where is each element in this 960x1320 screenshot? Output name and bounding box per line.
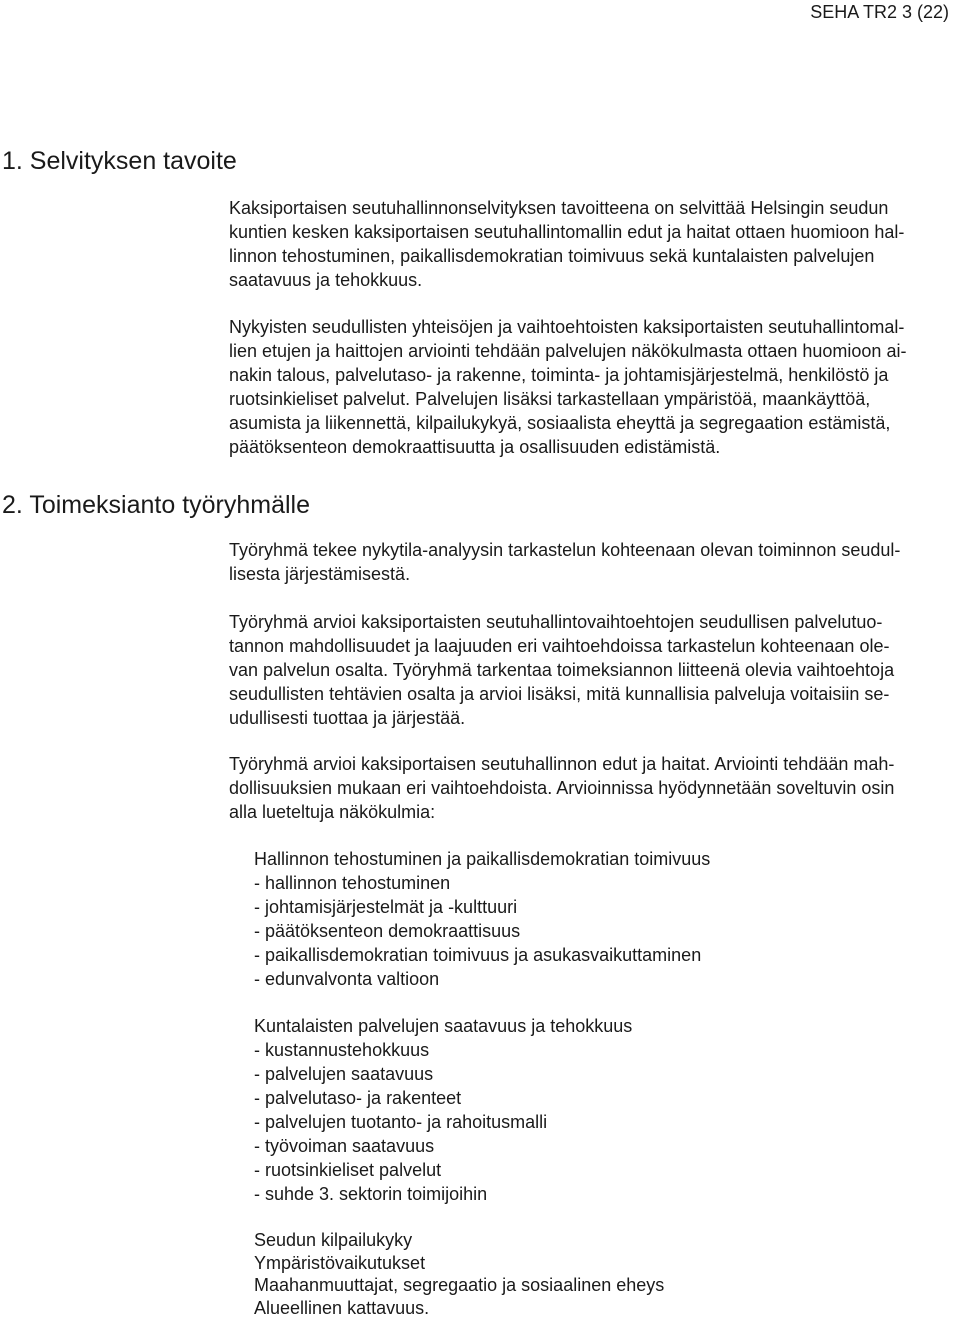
evaluation-paragraph [229,315,954,459]
text-line: Nykyisten seudullisten yhteisöjen ja vaihtoehtoisten kaksiportaisten seutuhallintomal- [229,317,905,337]
list-group-title: Kuntalaisten palvelujen saatavuus ja tehokkuus [254,1016,633,1036]
topic-item: Seudun kilpailukyky [254,1230,413,1250]
topic-item: Ympäristövaikutukset [254,1252,426,1273]
text-line: lisesta järjestämisestä. [229,564,411,584]
page-header: SEHA TR2 3 (22) [810,2,949,22]
text-line: dollisuuksien mukaan eri vaihtoehdoista. Arvioinnissa hyödynnetään soveltuvin osin [229,778,895,798]
text-line: nakin talous, palvelutaso- ja rakenne, toiminta- ja johtamisjärjestelmä, henkilöstö ja [229,365,889,385]
section-heading-objective: 1. Selvityksen tavoite [2,147,237,175]
list-group-services [254,1014,632,1206]
text-line: van palvelun osalta. Työryhmä tarkentaa toimeksiannon liitteenä olevia vaihtoehtoja [229,660,895,680]
list-item: - paikallisdemokratian toimivuus ja asukasvaikuttaminen [254,945,702,965]
list-item: - edunvalvonta valtioon [254,969,440,989]
list-group-title: Hallinnon tehostuminen ja paikallisdemokratian toimivuus [254,849,711,869]
text-line: päätöksenteon demokraattisuutta ja osallisuuden edistämistä. [229,437,721,457]
list-item: - johtamisjärjestelmät ja -kulttuuri [254,897,518,917]
text-line: asumista ja liikennettä, kilpailukykyä, sosiaalista eheyttä ja segregaation estämistä, [229,413,891,433]
text-line: linnon tehostuminen, paikallisdemokratian toimivuus sekä kuntalaisten palvelujen [229,246,875,266]
text-line: Työryhmä arvioi kaksiportaisten seutuhallintovaihtoehtojen seudullisen palvelutuo- [229,612,883,632]
section-heading-assignment: 2. Toimeksianto työryhmälle [2,491,311,519]
text-line: lien etujen ja haittojen arviointi tehdään palvelujen näkökulmasta ottaen huomioon ai- [229,341,907,361]
text-line: ruotsinkieliset palvelut. Palvelujen lisäksi tarkastellaan ympäristöä, maankäyttöä, [229,389,871,409]
list-group-administration [254,847,710,991]
objective-paragraph [229,196,954,292]
assignment-paragraph-2 [229,610,954,730]
text-line: seudullisten tehtävien osalta ja arvioi lisäksi, mitä kunnallisia palveluja voitaisiin se- [229,684,890,704]
text-line: saatavuus ja tehokkuus. [229,270,423,290]
text-line: tannon mahdollisuudet ja laajuuden eri vaihtoehdoissa tarkastelun kohteenaan ole- [229,636,890,656]
list-item: - päätöksenteon demokraattisuus [254,921,521,941]
list-item: - palvelujen saatavuus [254,1064,434,1084]
text-line: alla lueteltuja näkökulmia: [229,802,436,822]
list-item: - suhde 3. sektorin toimijoihin [254,1184,488,1204]
assignment-paragraph-3 [229,752,954,824]
assignment-paragraph-1 [229,538,954,586]
list-item: - palvelujen tuotanto- ja rahoitusmalli [254,1112,548,1132]
list-item: - ruotsinkieliset palvelut [254,1160,442,1180]
topic-item: Maahanmuuttajat, segregaatio ja sosiaalinen eheys [254,1275,665,1296]
text-line: udullisesti tuottaa ja järjestää. [229,708,466,728]
text-line: Kaksiportaisen seutuhallinnonselvityksen tavoitteena on selvittää Helsingin seudun [229,198,889,218]
text-line: Työryhmä arvioi kaksiportaisen seutuhallinnon edut ja haitat. Arviointi tehdään mah- [229,754,895,774]
list-item: - palvelutaso- ja rakenteet [254,1088,462,1108]
other-topics-list [254,1229,664,1320]
list-item: - kustannustehokkuus [254,1040,430,1060]
list-item: - työvoiman saatavuus [254,1136,435,1156]
list-item: - hallinnon tehostuminen [254,873,451,893]
text-line: Työryhmä tekee nykytila-analyysin tarkastelun kohteenaan olevan toiminnon seudul- [229,540,901,560]
topic-item: Alueellinen kattavuus. [254,1298,430,1319]
text-line: kuntien kesken kaksiportaisen seutuhallintomallin edut ja haitat ottaen huomioon hal- [229,222,905,242]
